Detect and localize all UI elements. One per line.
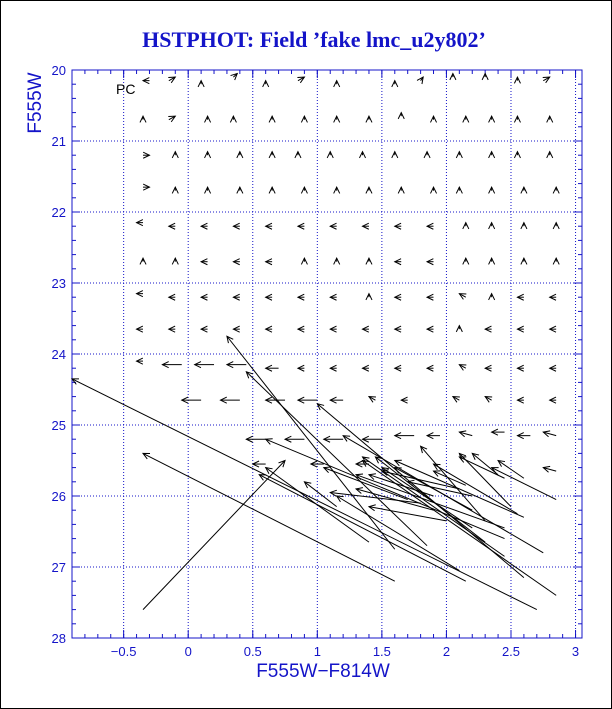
x-tick-label: 0 — [184, 644, 192, 659]
y-tick-label: 24 — [51, 347, 66, 362]
x-axis-label: F555W−F814W — [256, 661, 390, 682]
x-tick-label: 0.5 — [243, 644, 262, 659]
x-tick-label: 3 — [571, 644, 580, 659]
chart-title: HSTPHOT: Field ’fake lmc_u2y802’ — [142, 27, 486, 52]
y-tick-label: 26 — [51, 489, 66, 504]
detector-annotation: PC — [116, 81, 136, 97]
y-tick-label: 23 — [51, 276, 66, 291]
x-tick-label: 1.5 — [372, 644, 391, 659]
y-tick-label: 20 — [51, 63, 66, 78]
y-tick-label: 28 — [51, 631, 66, 646]
x-tick-label: 2 — [442, 644, 451, 659]
x-tick-label: −0.5 — [110, 644, 137, 659]
x-tick-label: 1 — [313, 644, 321, 659]
y-tick-label: 27 — [51, 560, 66, 575]
x-tick-label: 2.5 — [501, 644, 521, 659]
y-tick-label: 21 — [51, 134, 66, 149]
y-tick-label: 22 — [51, 205, 66, 220]
y-tick-label: 25 — [51, 418, 66, 433]
y-axis-label: F555W — [25, 72, 46, 134]
